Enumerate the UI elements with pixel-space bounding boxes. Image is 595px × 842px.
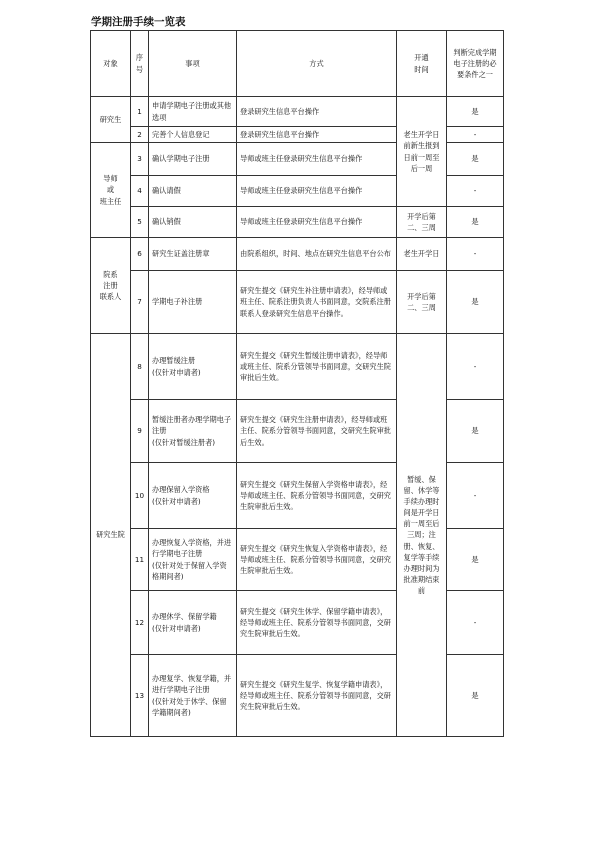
row-method: 研究生提交《研究生保留入学资格申请表》，经导师或班主任、院系分管领导书面同意，交研究生院审批后生效。 xyxy=(237,463,397,529)
row-required: - xyxy=(447,238,504,271)
row-required: 是 xyxy=(447,655,504,737)
header-open-time: 开通 时间 xyxy=(397,31,447,97)
open-time-4: 开学后第二、三周 xyxy=(397,271,447,334)
row-method: 研究生提交《研究生休学、保留学籍申请表》，经导师或班主任、院系分管领导书面同意，交研究生院审批后生效。 xyxy=(237,591,397,655)
table-row xyxy=(91,271,504,334)
row-item: 办理恢复入学资格，并进行学期电子注册 (仅针对处于保留入学资格期间者) xyxy=(149,529,237,591)
row-method: 登录研究生信息平台操作 xyxy=(237,127,397,143)
table-row xyxy=(91,207,504,238)
row-required: 是 xyxy=(447,143,504,176)
header-row xyxy=(91,31,504,97)
page-title: 学期注册手续一览表 xyxy=(91,16,186,28)
row-method: 导师或班主任登录研究生信息平台操作 xyxy=(237,143,397,176)
row-item: 办理复学、恢复学籍，并进行学期电子注册 (仅针对处于休学、保留学籍期间者) xyxy=(149,655,237,737)
table-row xyxy=(91,238,504,271)
row-no: 8 xyxy=(131,334,149,400)
header-target: 对象 xyxy=(91,31,131,97)
row-method: 导师或班主任登录研究生信息平台操作 xyxy=(237,207,397,238)
row-item: 办理休学、保留学籍 (仅针对申请者) xyxy=(149,591,237,655)
row-required: 是 xyxy=(447,400,504,463)
row-required: 是 xyxy=(447,207,504,238)
header-required: 判断完成学期电子注册的必要条件之一 xyxy=(447,31,504,97)
group-advisor: 导师 或 班主任 xyxy=(91,143,131,238)
row-required: 是 xyxy=(447,97,504,127)
row-method: 登录研究生信息平台操作 xyxy=(237,97,397,127)
table-row xyxy=(91,334,504,400)
registration-table xyxy=(90,30,504,737)
open-time-3: 老生开学日 xyxy=(397,238,447,271)
table-row xyxy=(91,97,504,127)
row-item: 确认请假 xyxy=(149,176,237,207)
row-method: 研究生提交《研究生恢复入学资格申请表》，经导师或班主任、院系分管领导书面同意，交研究生院审批后生效。 xyxy=(237,529,397,591)
row-required: 是 xyxy=(447,271,504,334)
row-item: 完善个人信息登记 xyxy=(149,127,237,143)
row-item: 办理暂缓注册 (仅针对申请者) xyxy=(149,334,237,400)
row-method: 研究生提交《研究生暂缓注册申请表》，经导师或班主任、院系分管领导书面同意，交研究生院审批后生效。 xyxy=(237,334,397,400)
row-no: 1 xyxy=(131,97,149,127)
row-required: - xyxy=(447,591,504,655)
row-item: 暂缓注册者办理学期电子注册 (仅针对暂缓注册者) xyxy=(149,400,237,463)
open-time-2: 开学后第二、三周 xyxy=(397,207,447,238)
row-item: 确认销假 xyxy=(149,207,237,238)
row-no: 2 xyxy=(131,127,149,143)
row-no: 10 xyxy=(131,463,149,529)
row-method: 研究生提交《研究生补注册申请表》，经导师或班主任、院系注册负责人书面同意，交院系注册联系人登录研究生信息平台操作。 xyxy=(237,271,397,334)
row-method: 研究生提交《研究生复学、恢复学籍申请表》，经导师或班主任、院系分管领导书面同意，交研究生院审批后生效。 xyxy=(237,655,397,737)
group-department-contact: 院系 注册 联系人 xyxy=(91,238,131,334)
row-no: 6 xyxy=(131,238,149,271)
row-required: - xyxy=(447,334,504,400)
row-no: 11 xyxy=(131,529,149,591)
row-required: - xyxy=(447,463,504,529)
row-method: 导师或班主任登录研究生信息平台操作 xyxy=(237,176,397,207)
row-no: 12 xyxy=(131,591,149,655)
row-item: 确认学期电子注册 xyxy=(149,143,237,176)
row-no: 9 xyxy=(131,400,149,463)
open-time-1: 老生开学日前新生报到日前一周至后一周 xyxy=(397,97,447,207)
row-required: - xyxy=(447,176,504,207)
row-no: 3 xyxy=(131,143,149,176)
header-no: 序号 xyxy=(131,31,149,97)
row-method: 由院系组织，时间、地点在研究生信息平台公布 xyxy=(237,238,397,271)
row-item: 研究生证盖注册章 xyxy=(149,238,237,271)
header-item: 事项 xyxy=(149,31,237,97)
row-required: - xyxy=(447,127,504,143)
row-no: 5 xyxy=(131,207,149,238)
row-no: 13 xyxy=(131,655,149,737)
row-no: 7 xyxy=(131,271,149,334)
row-required: 是 xyxy=(447,529,504,591)
header-method: 方式 xyxy=(237,31,397,97)
row-method: 研究生提交《研究生注册申请表》，经导师或班主任、院系分管领导书面同意，交研究生院审批后生效。 xyxy=(237,400,397,463)
group-graduate-school: 研究生院 xyxy=(91,334,131,737)
row-no: 4 xyxy=(131,176,149,207)
open-time-5: 暂缓、保留、休学等手续办理时间是开学日前一周至后三周；注册、恢复、复学等手续办理时间为批准期结束前 xyxy=(397,334,447,737)
row-item: 办理保留入学资格 (仅针对申请者) xyxy=(149,463,237,529)
row-item: 申请学期电子注册或其他选项 xyxy=(149,97,237,127)
row-item: 学期电子补注册 xyxy=(149,271,237,334)
group-graduate-student: 研究生 xyxy=(91,97,131,143)
